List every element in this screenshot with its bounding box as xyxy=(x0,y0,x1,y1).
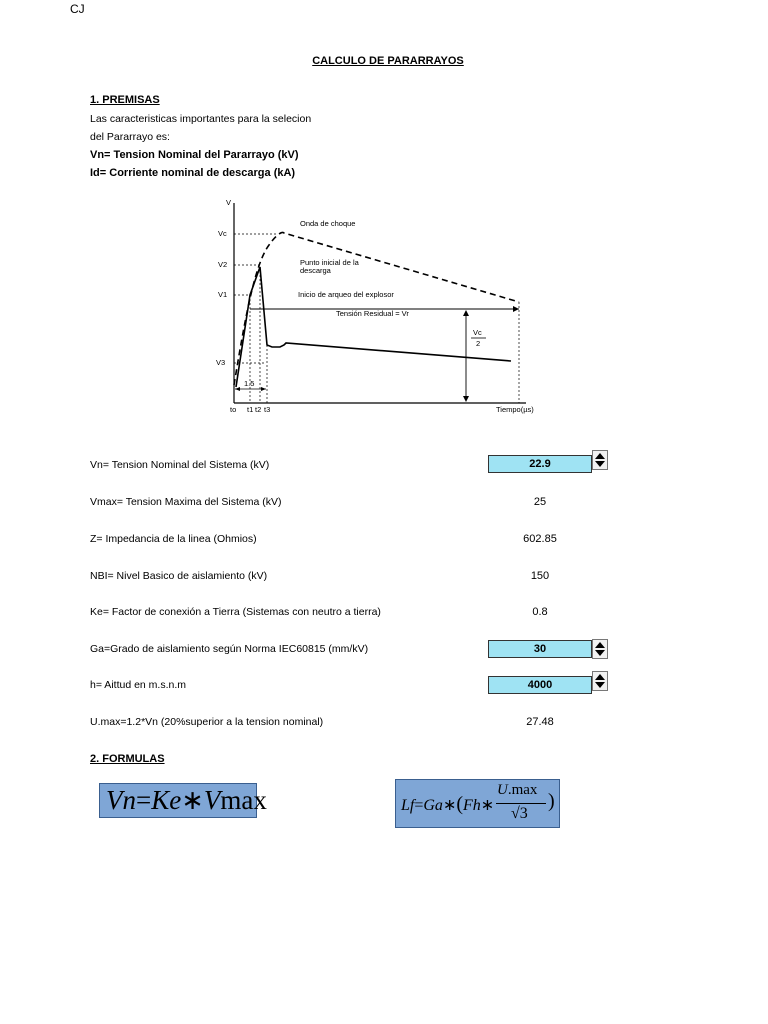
formula-lf-num-u: U xyxy=(497,782,508,798)
spin-up-icon xyxy=(595,674,605,680)
param-value-ke: 0.8 xyxy=(532,606,548,618)
h-input[interactable]: 4000 xyxy=(488,676,592,694)
label-delta-1-5: 1.5 xyxy=(244,379,255,388)
definition-id: Id= Corriente nominal de descarga (kA) xyxy=(90,167,296,179)
formula-vn-ke: Ke xyxy=(151,785,182,815)
spin-down-icon xyxy=(595,461,605,467)
formula-vn-v: V xyxy=(203,785,221,815)
section-premisas-heading: 1. PREMISAS xyxy=(90,94,160,106)
ga-spinner[interactable] xyxy=(592,639,608,659)
vn-spinner[interactable] xyxy=(592,450,608,470)
param-value-nbi: 150 xyxy=(530,570,550,582)
formula-lf-rparen: ) xyxy=(548,790,555,812)
label-vc-fraction-num: Vc xyxy=(473,328,482,337)
spin-down-icon xyxy=(595,650,605,656)
param-label-umax: U.max=1.2*Vn (20%superior a la tension nominal) xyxy=(90,716,324,728)
label-vc-fraction-den: 2 xyxy=(476,339,481,348)
label-punto-inicial-1: Punto inicial de la xyxy=(300,258,359,267)
param-label-vmax: Vmax= Tension Maxima del Sistema (kV) xyxy=(90,496,282,508)
intro-line-1: Las caracteristicas importantes para la selecion xyxy=(90,113,312,125)
formula-lf-num-dot: . xyxy=(507,782,512,798)
param-label-vn: Vn= Tension Nominal del Sistema (kV) xyxy=(90,459,270,471)
formula-vn xyxy=(99,783,267,818)
formula-lf-ga: Ga xyxy=(423,797,443,814)
header-initials: CJ xyxy=(70,2,85,16)
spin-up-icon xyxy=(595,453,605,459)
param-label-z: Z= Impedancia de la linea (Ohmios) xyxy=(90,533,257,545)
formula-vn-equals: = xyxy=(136,785,152,815)
formula-lf-times-2: ∗ xyxy=(480,797,495,814)
formula-lf-times: ∗ xyxy=(442,797,457,814)
formula-lf-fh: Fh xyxy=(463,797,481,814)
param-value-vmax: 25 xyxy=(533,496,547,508)
param-label-ke: Ke= Factor de conexión a Tierra (Sistemas con neutro a tierra) xyxy=(90,606,381,618)
label-v3: V3 xyxy=(216,358,226,367)
spin-down-icon xyxy=(595,682,605,688)
label-v2: V2 xyxy=(218,260,228,269)
param-value-z: 602.85 xyxy=(523,533,557,545)
label-vc: Vc xyxy=(218,229,227,238)
label-t0: to xyxy=(230,405,237,414)
ga-input[interactable]: 30 xyxy=(488,640,592,658)
formula-lf-denominator: √3 xyxy=(511,805,528,822)
definition-vn: Vn= Tension Nominal del Pararrayo (kV) xyxy=(90,149,299,161)
spin-up-icon xyxy=(595,642,605,648)
label-t2: t2 xyxy=(255,405,262,414)
section-formulas-heading: 2. FORMULAS xyxy=(90,753,165,765)
label-onda-de-choque: Onda de choque xyxy=(300,219,356,228)
page-title: CALCULO DE PARARRAYOS xyxy=(312,55,464,67)
label-punto-inicial-2: descarga xyxy=(300,266,331,275)
label-t1: t1 xyxy=(247,405,254,414)
formula-vn-times: ∗ xyxy=(181,785,204,815)
formula-lf-fraction-bar xyxy=(496,803,546,804)
formula-lf-num-max: max xyxy=(511,782,538,798)
h-spinner[interactable] xyxy=(592,671,608,691)
param-label-ga: Ga=Grado de aislamiento según Norma IEC60815 (mm/kV) xyxy=(90,643,369,655)
label-tension-residual: Tensión Residual = Vr xyxy=(336,309,409,318)
formula-lf-lparen: ( xyxy=(456,793,464,815)
intro-line-2: del Pararrayo es: xyxy=(90,131,170,143)
label-inicio-arqueo: Inicio de arqueo del explosor xyxy=(298,290,394,299)
param-value-umax: 27.48 xyxy=(526,716,554,728)
param-label-nbi: NBI= Nivel Basico de aislamiento (kV) xyxy=(90,570,268,582)
label-t3: t3 xyxy=(264,405,271,414)
vn-input[interactable]: 22.9 xyxy=(488,455,592,473)
axis-v-label: V xyxy=(226,198,232,207)
param-label-h: h= Aittud en m.s.n.m xyxy=(90,679,187,691)
formula-lf xyxy=(395,779,560,828)
formula-lf-equals: = xyxy=(414,797,424,814)
formula-lf-lhs: Lf xyxy=(401,797,415,814)
formula-vn-lhs: Vn xyxy=(106,785,136,815)
formula-vn-max: max xyxy=(220,785,267,815)
label-tiempo: Tiempo(µs) xyxy=(496,405,534,414)
label-v1: V1 xyxy=(218,290,228,299)
surge-waveform-diagram xyxy=(214,195,544,420)
